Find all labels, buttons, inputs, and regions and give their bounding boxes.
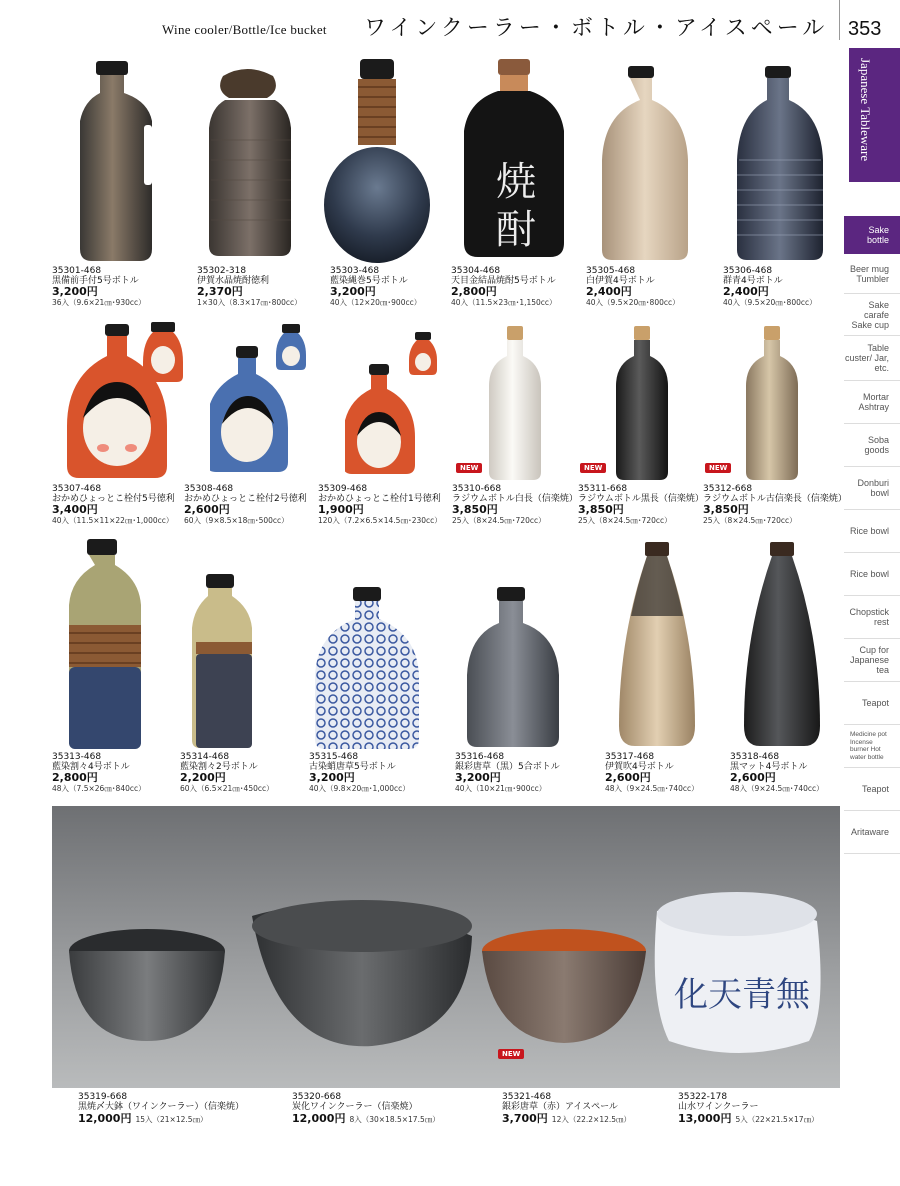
product-price: 2,600円 (730, 771, 776, 784)
product-info-35302 (197, 266, 302, 308)
product-price: 2,800円 (52, 771, 98, 784)
product-code: 35307-468 (52, 484, 102, 494)
product-photo-35308 (210, 322, 310, 482)
nav-item-mortar[interactable]: Mortar Ashtray (844, 381, 900, 424)
product-photo-35314 (192, 572, 257, 750)
product-spec: 5入（22×21.5×17㎝） (735, 1115, 819, 1124)
new-badge: NEW (498, 1049, 524, 1059)
product-code: 35315-468 (309, 752, 359, 762)
product-name: 藍染縄巻5号ボトル (330, 276, 408, 286)
product-code: 35309-468 (318, 484, 368, 494)
product-price: 3,700円 (502, 1112, 548, 1125)
product-code: 35320-668 (292, 1092, 342, 1102)
product-info-35318 (730, 752, 824, 794)
product-info-35311 (578, 484, 704, 526)
product-name: 伊賀吹4号ボトル (605, 762, 674, 772)
product-spec: 40入（11.5×23㎝･1,150cc） (451, 298, 557, 307)
product-info-35309 (318, 484, 442, 526)
product-info-35312 (703, 484, 847, 526)
nav-item-table-custer[interactable]: Table custer/ Jar, etc. (844, 336, 900, 381)
product-photo-35311 (612, 322, 672, 482)
product-spec: 40入（9.8×20㎝･1,000cc） (309, 784, 410, 793)
product-name: 白伊賀4号ボトル (586, 276, 655, 286)
product-price: 2,400円 (723, 285, 769, 298)
product-info-35316 (455, 752, 560, 794)
product-code: 35304-468 (451, 266, 501, 276)
product-code: 35314-468 (180, 752, 230, 762)
product-info-35315 (309, 752, 410, 794)
product-price: 3,400円 (52, 503, 98, 516)
product-name: 黒マット4号ボトル (730, 762, 808, 772)
nav-item-teapot-2[interactable]: Teapot (844, 768, 900, 811)
product-name: 銀彩唐草（赤）アイスペール (502, 1102, 618, 1112)
product-price: 12,000円 (292, 1112, 346, 1125)
nav-item-sake-carafe[interactable]: Sake carafe Sake cup (844, 294, 900, 336)
product-name: 古染蛸唐草5号ボトル (309, 762, 396, 772)
nav-item-medicine-pot[interactable]: Medicine pot Incense burner Hot water bottle (844, 725, 900, 768)
product-name: 黒備前手付5号ボトル (52, 276, 139, 286)
product-photo-35315 (315, 585, 425, 750)
product-price: 1,900円 (318, 503, 364, 516)
product-code: 35319-668 (78, 1092, 128, 1102)
product-photo-35304 (460, 55, 575, 265)
product-spec: 60入（9×8.5×18㎝･500cc） (184, 516, 289, 525)
kanji-shochu-2: 酎 (496, 207, 536, 253)
product-name: おかめひょっとこ栓付2号徳利 (184, 494, 307, 504)
product-name: 群青4号ボトル (723, 276, 783, 286)
product-photo-35307 (65, 318, 185, 483)
product-name: 伊賀水晶焼酎徳利 (197, 276, 270, 286)
product-price: 3,200円 (52, 285, 98, 298)
product-price: 3,200円 (455, 771, 501, 784)
product-info-35308 (184, 484, 307, 526)
product-price: 2,400円 (586, 285, 632, 298)
cooler-info-35319 (78, 1092, 244, 1125)
product-code: 35321-468 (502, 1092, 552, 1102)
cooler-info-35320 (292, 1092, 440, 1125)
product-price: 2,600円 (605, 771, 651, 784)
product-spec: 36入（9.6×21㎝･930cc） (52, 298, 146, 307)
product-code: 35317-468 (605, 752, 655, 762)
product-photo-35301 (60, 55, 170, 265)
product-name: 藍染割々4号ボトル (52, 762, 130, 772)
product-name: おかめひょっとこ栓付1号徳利 (318, 494, 441, 504)
product-name: 銀彩唐草（黒）5合ボトル (455, 762, 560, 772)
nav-item-donburi[interactable]: Donburi bowl (844, 467, 900, 510)
product-code: 35312-668 (703, 484, 753, 494)
product-photo-35309 (345, 330, 445, 480)
product-code: 35306-468 (723, 266, 773, 276)
header-title-ja: ワインクーラー・ボトル・アイスペール (364, 16, 829, 41)
product-info-35304 (451, 266, 557, 308)
product-price: 3,850円 (578, 503, 624, 516)
header-title-en: Wine cooler/Bottle/Ice bucket (162, 22, 327, 37)
page-number: 353 (848, 18, 882, 40)
product-photo-35302 (195, 60, 305, 260)
product-price: 3,200円 (330, 285, 376, 298)
nav-item-soba[interactable]: Soba goods (844, 424, 900, 467)
product-spec: 12入（22.2×12.5㎝） (551, 1115, 632, 1124)
product-name: おかめひょっとこ栓付5号徳利 (52, 494, 175, 504)
product-price: 2,600円 (184, 503, 230, 516)
product-photo-35310 (485, 322, 545, 482)
product-spec: 48入（9×24.5㎝･740cc） (605, 784, 699, 793)
product-price: 2,800円 (451, 285, 497, 298)
side-nav (844, 216, 900, 854)
product-spec: 8入（30×18.5×17.5㎝） (349, 1115, 440, 1124)
product-price: 3,200円 (309, 771, 355, 784)
product-spec: 25入（8×24.5㎝･720cc） (578, 516, 672, 525)
nav-item-beer-mug[interactable]: Beer mug Tumbler (844, 254, 900, 294)
category-label: Japanese Tableware (858, 58, 873, 162)
product-name: ラジウムボトル白長（信楽焼） (452, 494, 578, 504)
product-spec: 1×30入（8.3×17㎝･800cc） (197, 298, 302, 307)
kanji-sansui: 化天青無 (674, 975, 810, 1015)
product-spec: 48入（9×24.5㎝･740cc） (730, 784, 824, 793)
product-spec: 40入（12×20㎝･900cc） (330, 298, 422, 307)
nav-item-japanese-tea-cup[interactable]: Cup for Japanese tea (844, 639, 900, 682)
product-photo-35316 (463, 585, 563, 750)
nav-item-rice-bowl[interactable]: Rice bowl (844, 510, 900, 553)
new-badge: NEW (580, 463, 606, 473)
product-info-35310 (452, 484, 578, 526)
product-name: ラジウムボトル古信楽長（信楽焼） (703, 494, 847, 504)
product-code: 35308-468 (184, 484, 234, 494)
cooler-info-35321 (502, 1092, 631, 1125)
product-spec: 120入（7.2×6.5×14.5㎝･230cc） (318, 516, 442, 525)
nav-item-aritaware[interactable]: Aritaware (844, 811, 900, 854)
nav-item-teapot[interactable]: Teapot (844, 682, 900, 725)
product-name: 山水ワインクーラー (678, 1102, 759, 1112)
kanji-shochu-1: 焼 (496, 159, 536, 205)
product-code: 35311-668 (578, 484, 628, 494)
product-code: 35318-468 (730, 752, 780, 762)
product-code: 35302-318 (197, 266, 247, 276)
product-photo-35312 (742, 322, 802, 482)
product-photo-35306 (725, 60, 835, 265)
nav-item-sake-bottle[interactable]: Sake bottle (844, 216, 900, 254)
product-spec: 25入（8×24.5㎝･720cc） (452, 516, 546, 525)
product-name: ラジウムボトル黒長（信楽焼） (578, 494, 704, 504)
product-photo-35317 (617, 540, 697, 750)
new-badge: NEW (705, 463, 731, 473)
product-info-35314 (180, 752, 274, 794)
product-spec: 40入（11.5×11×22㎝･1,000cc） (52, 516, 174, 525)
product-spec: 48入（7.5×26㎝･840cc） (52, 784, 146, 793)
wine-cooler-photo (52, 806, 840, 1088)
product-spec: 40入（9.5×20㎝･800cc） (723, 298, 817, 307)
product-spec: 15入（21×12.5㎝） (135, 1115, 208, 1124)
new-badge: NEW (456, 463, 482, 473)
product-name: 天目金結晶焼酎5号ボトル (451, 276, 556, 286)
product-spec: 40入（9.5×20㎝･800cc） (586, 298, 680, 307)
product-info-35307 (52, 484, 175, 526)
product-photo-35318 (742, 540, 822, 750)
product-price: 2,200円 (180, 771, 226, 784)
product-price: 2,370円 (197, 285, 243, 298)
product-info-35301 (52, 266, 146, 308)
product-code: 35322-178 (678, 1092, 728, 1102)
product-spec: 25入（8×24.5㎝･720cc） (703, 516, 797, 525)
product-name: 藍染割々2号ボトル (180, 762, 258, 772)
nav-item-rice-bowl-2[interactable]: Rice bowl (844, 553, 900, 596)
header-divider (839, 0, 840, 40)
cooler-info-35322 (678, 1092, 819, 1125)
product-price: 13,000円 (678, 1112, 732, 1125)
product-info-35313 (52, 752, 146, 794)
product-code: 35301-468 (52, 266, 102, 276)
product-spec: 60入（6.5×21㎝･450cc） (180, 784, 274, 793)
product-info-35305 (586, 266, 680, 308)
product-code: 35316-468 (455, 752, 505, 762)
wine-cooler-illustration (52, 806, 840, 1088)
product-price: 3,850円 (452, 503, 498, 516)
product-code: 35310-668 (452, 484, 502, 494)
product-code: 35303-468 (330, 266, 380, 276)
product-info-35303 (330, 266, 421, 308)
product-name: 黒焼〆大鉢（ワインクーラー）（信楽焼） (78, 1102, 245, 1112)
nav-item-chopstick-rest[interactable]: Chopstick rest (844, 596, 900, 639)
product-photo-35303 (320, 55, 435, 265)
product-info-35306 (723, 266, 817, 308)
product-photo-35313 (65, 535, 145, 750)
category-tab[interactable] (849, 48, 900, 182)
product-price: 12,000円 (78, 1112, 132, 1125)
product-spec: 40入（10×21㎝･900cc） (455, 784, 547, 793)
product-photo-35305 (590, 60, 700, 265)
product-name: 炭化ワインクーラー（信楽焼） (292, 1102, 418, 1112)
product-price: 3,850円 (703, 503, 749, 516)
product-info-35317 (605, 752, 699, 794)
product-code: 35313-468 (52, 752, 102, 762)
product-code: 35305-468 (586, 266, 636, 276)
